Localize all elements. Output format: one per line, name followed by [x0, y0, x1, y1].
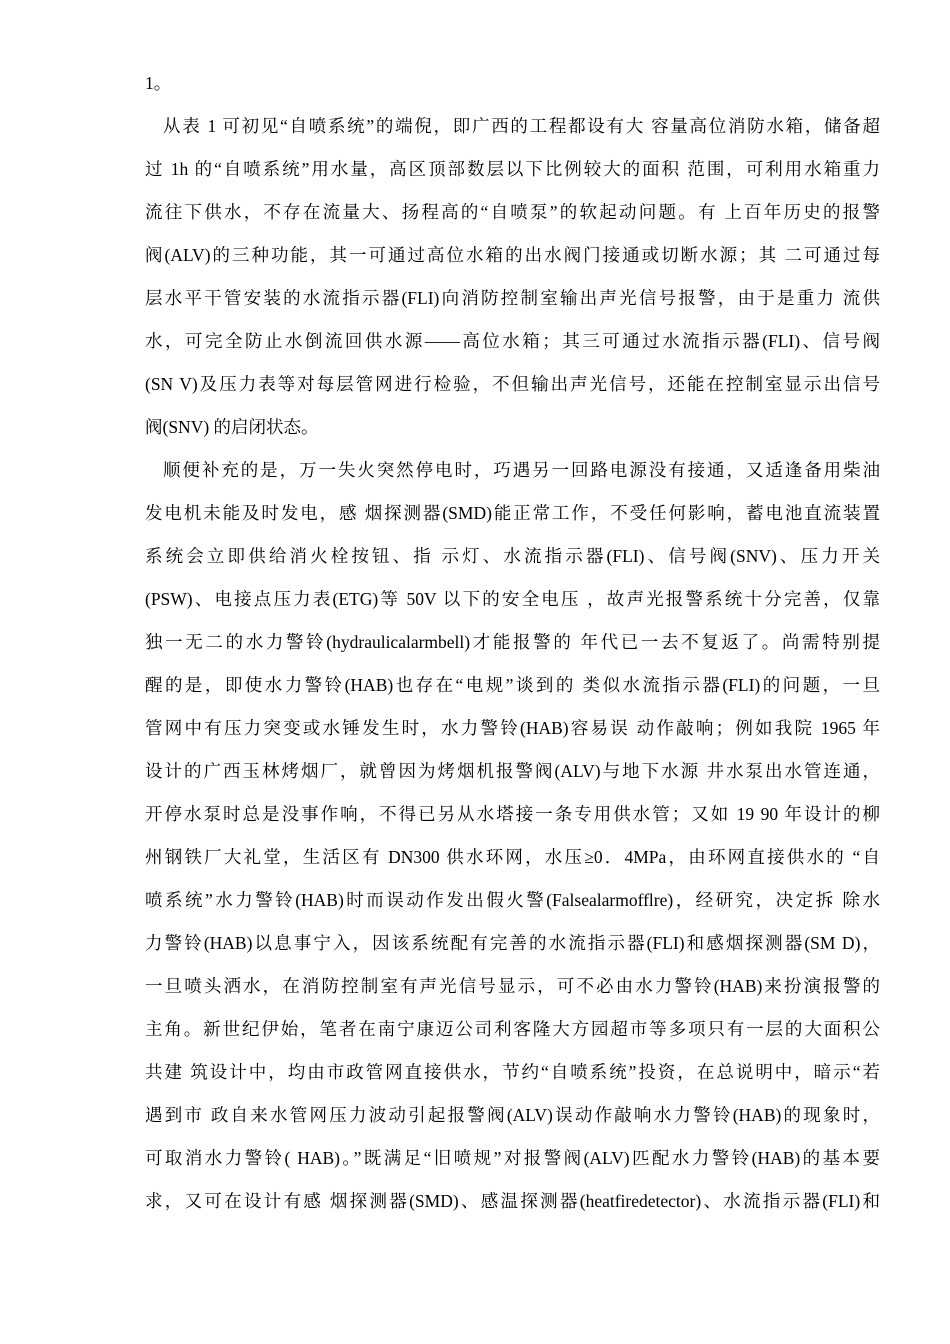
text-line-15: 醒的是，即使水力警铃(HAB)也存在“电规”谈到的 类似水流指示器(FLI)的问题，一旦: [145, 675, 880, 695]
text-line-21: 力警铃(HAB)以息事宁入，因该系统配有完善的水流指示器(FLI)和感烟探测器(SM D)，: [145, 933, 880, 953]
text-line-22: 一旦喷头洒水，在消防控制室有声光信号显示，可不必由水力警铃(HAB)来扮演报警的: [145, 976, 880, 996]
text-line-5: 阀(ALV)的三种功能，其一可通过高位水箱的出水阀门接通或切断水源；其 二可通过每: [145, 245, 880, 265]
text-line-20: 喷系统”水力警铃(HAB)时而误动作发出假火警(Falsealarmofflre)，经研究，决定拆 除水: [145, 890, 880, 910]
text-line-26: 可取消水力警铃( HAB)。”既满足“旧喷规”对报警阀(ALV)匹配水力警铃(HAB)的基本要: [145, 1148, 880, 1168]
text-line-6: 层水平干管安装的水流指示器(FLI)向消防控制室输出声光信号报警，由于是重力 流供: [145, 288, 880, 308]
text-line-25: 遇到市 政自来水管网压力波动引起报警阀(ALV)误动作敲响水力警铃(HAB)的现象时，: [145, 1105, 880, 1125]
text-line-4: 流往下供水，不存在流量大、扬程高的“自喷泵”的软起动问题。有 上百年历史的报警: [145, 202, 880, 222]
text-line-19: 州钢铁厂大礼堂，生活区有 DN300 供水环网，水压≥0．4MPa，由环网直接供水的 “自: [145, 847, 880, 867]
text-line-9: 阀(SNV) 的启闭状态。: [145, 417, 319, 437]
text-line-3: 过 1h 的“自喷系统”用水量，高区顶部数层以下比例较大的面积 范围，可利用水箱重力: [145, 159, 880, 179]
text-line-27: 求，又可在设计有感 烟探测器(SMD)、感温探测器(heatfiredetector)、水流指示器(FLI)和: [145, 1191, 880, 1211]
text-line-7: 水，可完全防止水倒流回供水源——高位水箱；其三可通过水流指示器(FLI)、信号阀: [145, 331, 880, 351]
text-line-2: 从表 1 可初见“自喷系统”的端倪，即广西的工程都设有大 容量高位消防水箱，储备超: [163, 116, 880, 136]
text-line-1: 1。: [145, 73, 172, 93]
text-line-10: 顺便补充的是，万一失火突然停电时，巧遇另一回路电源没有接通，又适逢备用柴油: [163, 460, 880, 480]
text-line-16: 管网中有压力突变或水锤发生时，水力警铃(HAB)容易误 动作敲响；例如我院 1965 年: [145, 718, 880, 738]
text-line-17: 设计的广西玉林烤烟厂，就曾因为烤烟机报警阀(ALV)与地下水源 井水泵出水管连通，: [145, 761, 880, 781]
text-line-23: 主角。新世纪伊始，笔者在南宁康迈公司利客隆大方园超市等多项只有一层的大面积公: [145, 1019, 880, 1039]
text-line-8: (SN V)及压力表等对每层管网进行检验，不但输出声光信号，还能在控制室显示出信号: [145, 374, 880, 394]
text-line-24: 共建 筑设计中，均由市政管网直接供水，节约“自喷系统”投资，在总说明中，暗示“若: [145, 1062, 880, 1082]
text-line-11: 发电机未能及时发电，感 烟探测器(SMD)能正常工作，不受任何影响，蓄电池直流装置: [145, 503, 880, 523]
text-line-14: 独一无二的水力警铃(hydraulicalarmbell)才能报警的 年代已一去不复返了。尚需特别提: [145, 632, 880, 652]
text-line-12: 系统会立即供给消火栓按钮、指 示灯、水流指示器(FLI)、信号阀(SNV)、压力开关: [145, 546, 880, 566]
text-line-18: 开停水泵时总是没事作响，不得已另从水塔接一条专用供水管；又如 19 90 年设计的柳: [145, 804, 880, 824]
text-line-13: (PSW)、电接点压力表(ETG)等 50V 以下的安全电压 ，故声光报警系统十分完善，仅靠: [145, 589, 880, 609]
